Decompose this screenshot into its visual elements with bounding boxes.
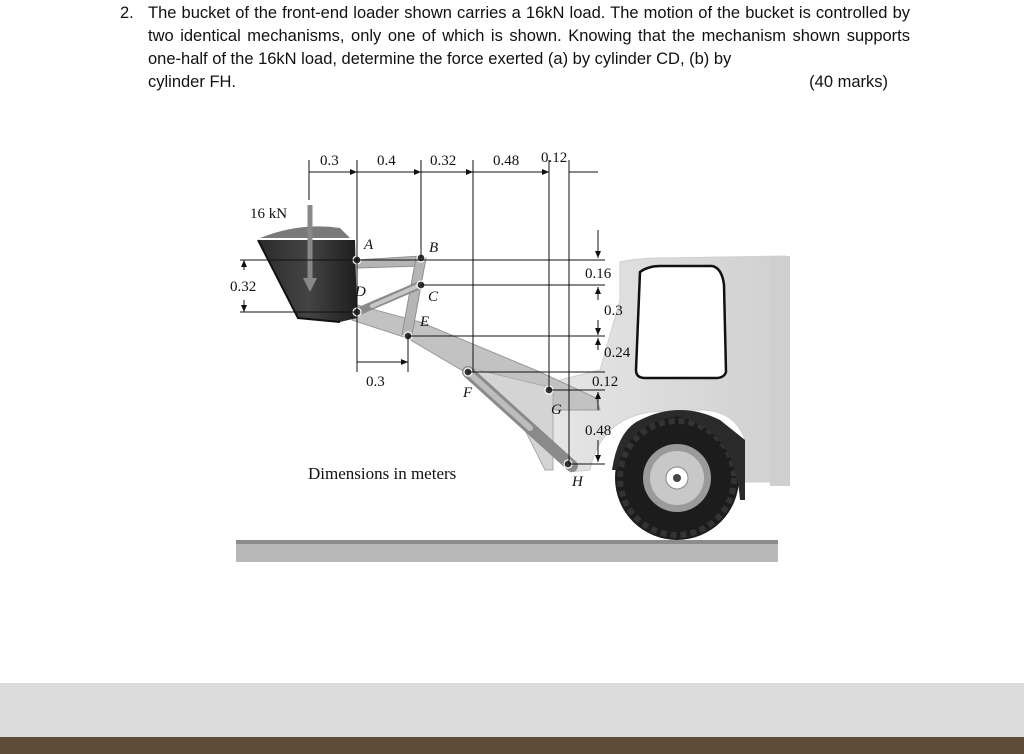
point-f: F — [463, 385, 473, 401]
dim-right-4: 0.12 — [592, 374, 619, 390]
bottom-gray-band — [0, 683, 1024, 737]
point-a: A — [364, 237, 374, 253]
dim-top-2: 0.4 — [377, 153, 396, 169]
point-h: H — [572, 474, 583, 490]
point-c: C — [428, 289, 439, 305]
dim-bottom: 0.3 — [366, 374, 385, 390]
question-number: 2. — [120, 4, 134, 22]
figure-caption: Dimensions in meters — [308, 464, 457, 483]
point-b: B — [429, 240, 439, 256]
question-text: The bucket of the front-end loader shown carries a 16kN load. The motion of the bucket is controlled by two identical mechanisms, only one of which is shown. Knowing that the mechanism shown supports one-half of the 16kN load, determine the force exerted (a) by cylinder CD, (b) by — [148, 4, 910, 68]
dim-top-5: 0.12 — [541, 150, 568, 166]
point-g: G — [551, 402, 562, 418]
dim-left: 0.32 — [230, 279, 257, 295]
question-last-line: cylinder FH. — [148, 73, 237, 91]
link-ab — [357, 256, 421, 268]
dim-top-3: 0.32 — [430, 153, 457, 169]
dim-right-3: 0.24 — [604, 345, 631, 361]
dim-right-2: 0.3 — [604, 303, 623, 319]
front-wheel — [612, 410, 745, 540]
dim-top-1: 0.3 — [320, 153, 339, 169]
point-e: E — [420, 314, 430, 330]
question-block — [120, 2, 910, 94]
boom-arm — [352, 305, 600, 410]
load-label: 16 kN — [250, 206, 288, 222]
point-d: D — [355, 284, 366, 300]
bottom-brown-band — [0, 737, 1024, 754]
dim-top-4: 0.48 — [493, 153, 520, 169]
loader-diagram — [0, 130, 800, 570]
dim-right-5: 0.48 — [585, 423, 612, 439]
question-marks: (40 marks) — [809, 73, 888, 91]
dim-right-1: 0.16 — [585, 266, 612, 282]
